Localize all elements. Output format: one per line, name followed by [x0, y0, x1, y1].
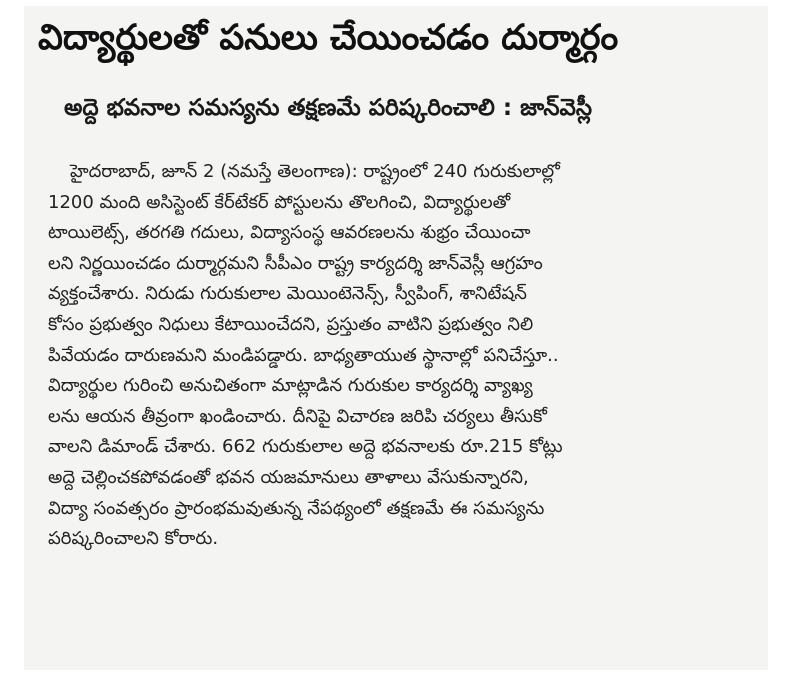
body-line: వ్యక్తంచేశారు. నిరుడు గురుకులాల మెయింటెనెన్స్, స్వీపింగ్, శానిటేషన్ [48, 283, 527, 305]
article-headline: విద్యార్థులతో పనులు చేయించడం దుర్మార్గం [38, 18, 619, 58]
newspaper-clipping [24, 6, 768, 670]
body-line: విద్యార్థుల గురించి అనుచితంగా మాట్లాడిన గురుకుల కార్యదర్శి వ్యాఖ్య [48, 375, 533, 397]
body-line: లను ఆయన తీవ్రంగా ఖండించారు. దీనిపై విచారణ జరిపి చర్యలు తీసుకో [48, 405, 547, 427]
body-line: 1200 మంది అసిస్టెంట్ కేర్‌టేకర్ పోస్టులను తొలగించి, విద్యార్థులతో [48, 191, 511, 213]
article-body [48, 157, 760, 555]
body-line: పివేయడం దారుణమని మండిపడ్డారు. బాధ్యతాయుత స్థానాల్లో పనిచేస్తూ.. [48, 344, 559, 366]
body-line: హైదరాబాద్, జూన్ 2 (నమస్తే తెలంగాణ): రాష్ట్రంలో 240 గురుకులాల్లో [70, 161, 560, 182]
body-line: అద్దె చెల్లించకపోవడంతో భవన యజమానులు తాళాలు వేసుకున్నారని, [48, 466, 529, 488]
body-line: కోసం ప్రభుత్వం నిధులు కేటాయించేదని, ప్రస్తుతం వాటిని ప్రభుత్వం నిలి [48, 313, 534, 335]
body-line: విద్యా సంవత్సరం ప్రారంభమవుతున్న నేపథ్యంలో తక్షణమే ఈ సమస్యను [48, 497, 545, 519]
body-line: టాయిలెట్స్, తరగతి గదులు, విద్యాసంస్థ ఆవరణలను శుభ్రం చేయించా [48, 222, 531, 244]
body-line: పరిష్కరించాలని కోరారు. [48, 528, 219, 550]
article-subheadline: అద్దె భవనాల సమస్యను తక్షణమే పరిష్కరించాలి : జాన్‌వెస్లీ [64, 95, 592, 121]
body-line: వాలని డిమాండ్ చేశారు. 662 గురుకులాల అద్దె భవనాలకు రూ.215 కోట్లు [48, 436, 563, 458]
body-line: లని నిర్ణయించడం దుర్మార్గమని సీపీఎం రాష్ట్ర కార్యదర్శి జాన్‌వెస్లీ ఆగ్రహం [48, 252, 543, 274]
